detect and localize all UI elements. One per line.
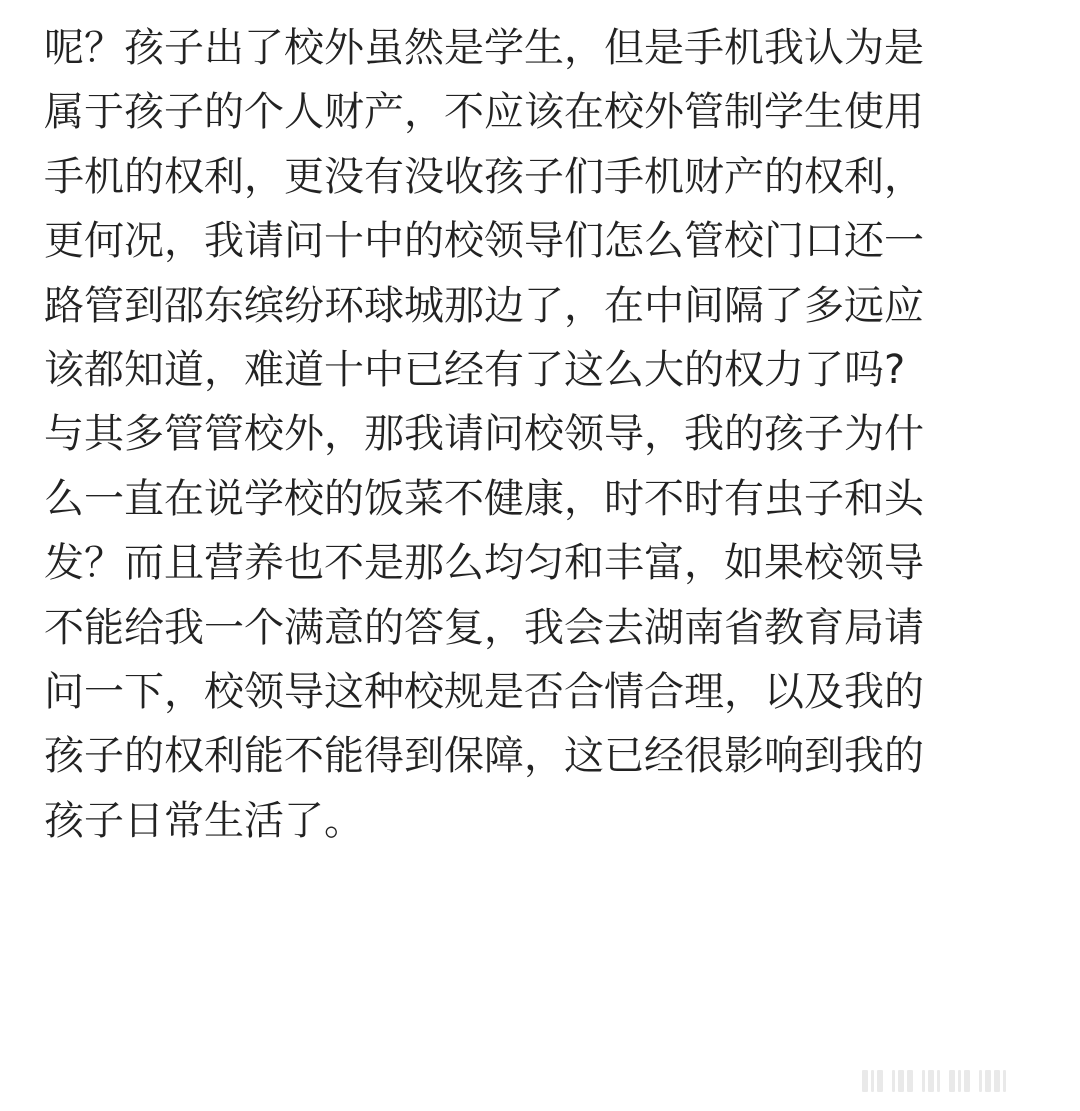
text-line-11: 问一下，校领导这种校规是否合情合理，以及我的 (44, 669, 924, 716)
watermark-icon (862, 1067, 1058, 1095)
watermark-mark (862, 1070, 868, 1092)
text-line-3: 手机的权利，更没有没收孩子们手机财产的权利， (44, 153, 924, 200)
watermark-mark (928, 1070, 934, 1092)
watermark-mark (937, 1070, 940, 1092)
watermark-mark (922, 1070, 925, 1092)
watermark-mark (964, 1070, 970, 1092)
text-line-2: 属于孩子的个人财产，不应该在校外管制学生使用 (44, 89, 924, 136)
watermark-mark (958, 1070, 961, 1092)
text-line-7: 与其多管管校外，那我请问校领导，我的孩子为什 (44, 411, 924, 458)
watermark-mark (898, 1070, 904, 1092)
text-line-13: 孩子日常生活了。 (44, 797, 364, 844)
watermark-mark (871, 1070, 874, 1092)
text-line-12: 孩子的权利能不能得到保障，这已经很影响到我的 (44, 733, 924, 780)
watermark-mark (892, 1070, 895, 1092)
text-line-4: 更何况，我请问十中的校领导们怎么管校门口还一 (44, 218, 924, 265)
watermark-mark (949, 1070, 955, 1092)
watermark-mark (985, 1070, 991, 1092)
watermark-mark (1003, 1070, 1006, 1092)
article-body (44, 16, 1044, 853)
text-line-6: 该都知道，难道十中已经有了这么大的权力了吗? (44, 347, 906, 394)
text-line-10: 不能给我一个满意的答复，我会去湖南省教育局请 (44, 604, 924, 651)
watermark-mark (979, 1070, 982, 1092)
watermark-mark (994, 1070, 1000, 1092)
text-line-9: 发？而且营养也不是那么均匀和丰富，如果校领导 (44, 540, 924, 587)
watermark-mark (907, 1070, 913, 1092)
text-line-1: 呢？孩子出了校外虽然是学生，但是手机我认为是 (44, 25, 924, 71)
text-line-5: 路管到邵东缤纷环球城那边了，在中间隔了多远应 (44, 282, 924, 329)
watermark-mark (877, 1070, 883, 1092)
text-line-8: 么一直在说学校的饭菜不健康，时不时有虫子和头 (44, 475, 924, 522)
